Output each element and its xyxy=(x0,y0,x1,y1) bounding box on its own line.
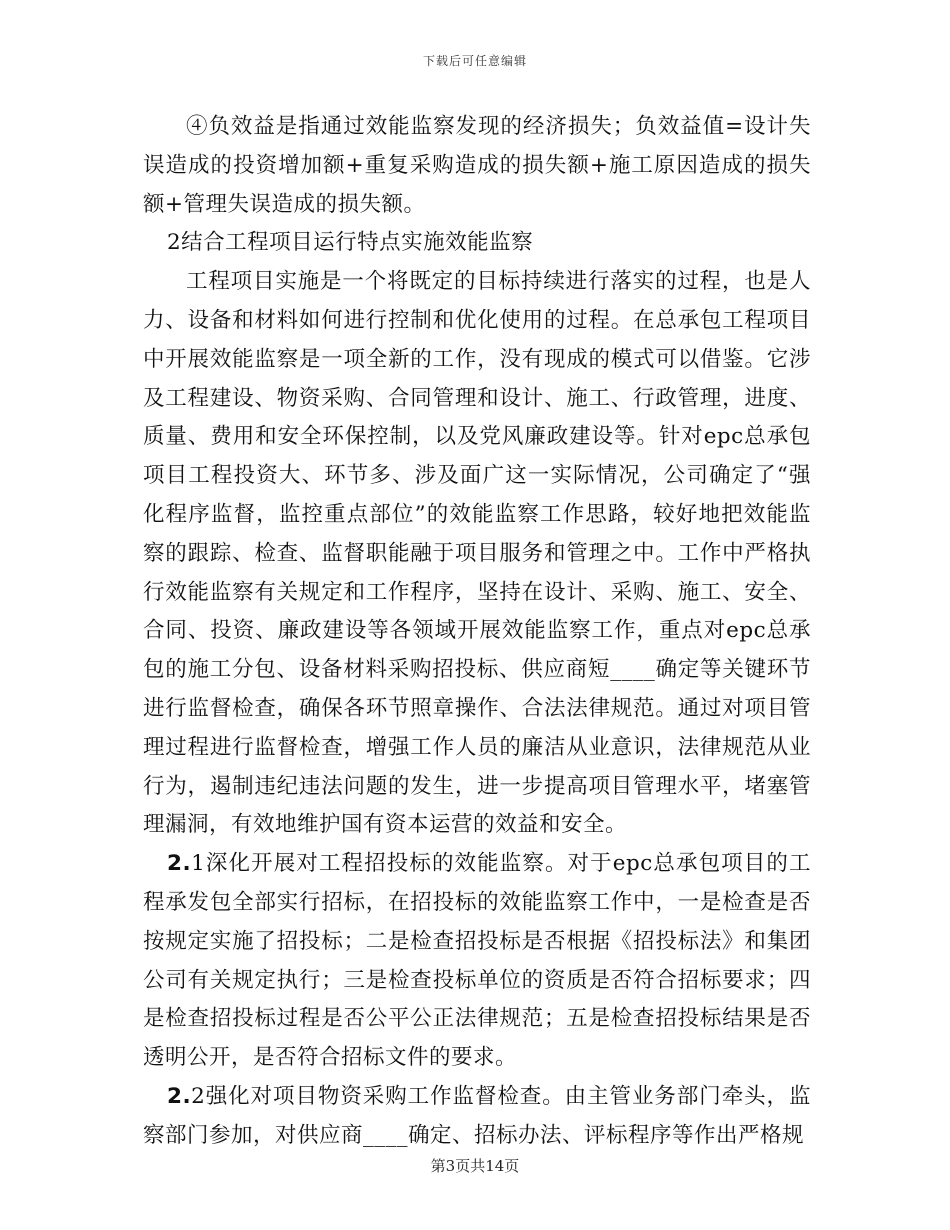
paragraph-bidding-supervision xyxy=(143,845,811,1078)
paragraph-negative-benefit: ④负效益是指通过效能监察发现的经济损失；负效益值=设计失误造成的投资增加额+重复采购造成的损失额+施工原因造成的损失额+管理失误造成的损失额。 xyxy=(143,114,811,217)
paragraph-project-implementation: 工程项目实施是一个将既定的目标持续进行落实的过程，也是人力、设备和材料如何进行控制和优化使用的过程。在总承包工程项目中开展效能监察是一项全新的工作，没有现成的模式可以借鉴。它涉及工程建设、物资采购、合同管理和设计、施工、行政管理，进度、质量、费用和安全环保控制，以及党风廉政建设等。针对epc总承包项目工程投资大、环节多、涉及面广这一实际情况，公司确定了“强化程序监督，监控重点部位”的效能监察工作思路，较好地把效能监察的跟踪、检查、监督职能融于项目服务和管理之中。工作中严格执行效能监察有关规定和工作程序，坚持在设计、采购、施工、安全、合同、投资、廉政建设等各领域开展效能监察工作，重点对epc总承包的施工分包、设备材料采购招投标、供应商短____确定等关键环节进行监督检查，确保各环节照章操作、合法法律规范。通过对项目管理过程进行监督检查，增强工作人员的廉洁从业意识，法律规范从业行为，遏制违纪违法问题的发生，进一步提高项目管理水平，堵塞管理漏洞，有效地维护国有资本运营的效益和安全。 xyxy=(143,269,811,838)
page-footer: 第3页共14页 xyxy=(430,1157,520,1175)
paragraph-text: 1深化开展对工程招投标的效能监察。对于epc总承包项目的工程承发包全部实行招标，在招投标的效能监察工作中，一是检查是否按规定实施了招投标；二是检查招投标是否根据《招投标法》和集团公司有关规定执行；三是检查投标单位的资质是否符合招标要求；四是检查招投标过程是否公平公正法律规范；五是检查招投标结果是否透明公开，是否符合招标文件的要求。 xyxy=(143,851,811,1071)
section-number: 2. xyxy=(167,1083,192,1109)
section-number: 2. xyxy=(167,851,192,877)
paragraph-procurement-supervision xyxy=(143,1078,811,1156)
paragraph-text: 2强化对项目物资采购工作监督检查。由主管业务部门牵头，监察部门参加，对供应商____确定、招标办法、评标程序等作出严格规 xyxy=(143,1083,811,1148)
document-body xyxy=(143,108,811,1156)
page-header: 下载后可任意编辑 xyxy=(422,54,527,68)
section-heading: 2结合工程项目运行特点实施效能监察 xyxy=(167,230,534,256)
